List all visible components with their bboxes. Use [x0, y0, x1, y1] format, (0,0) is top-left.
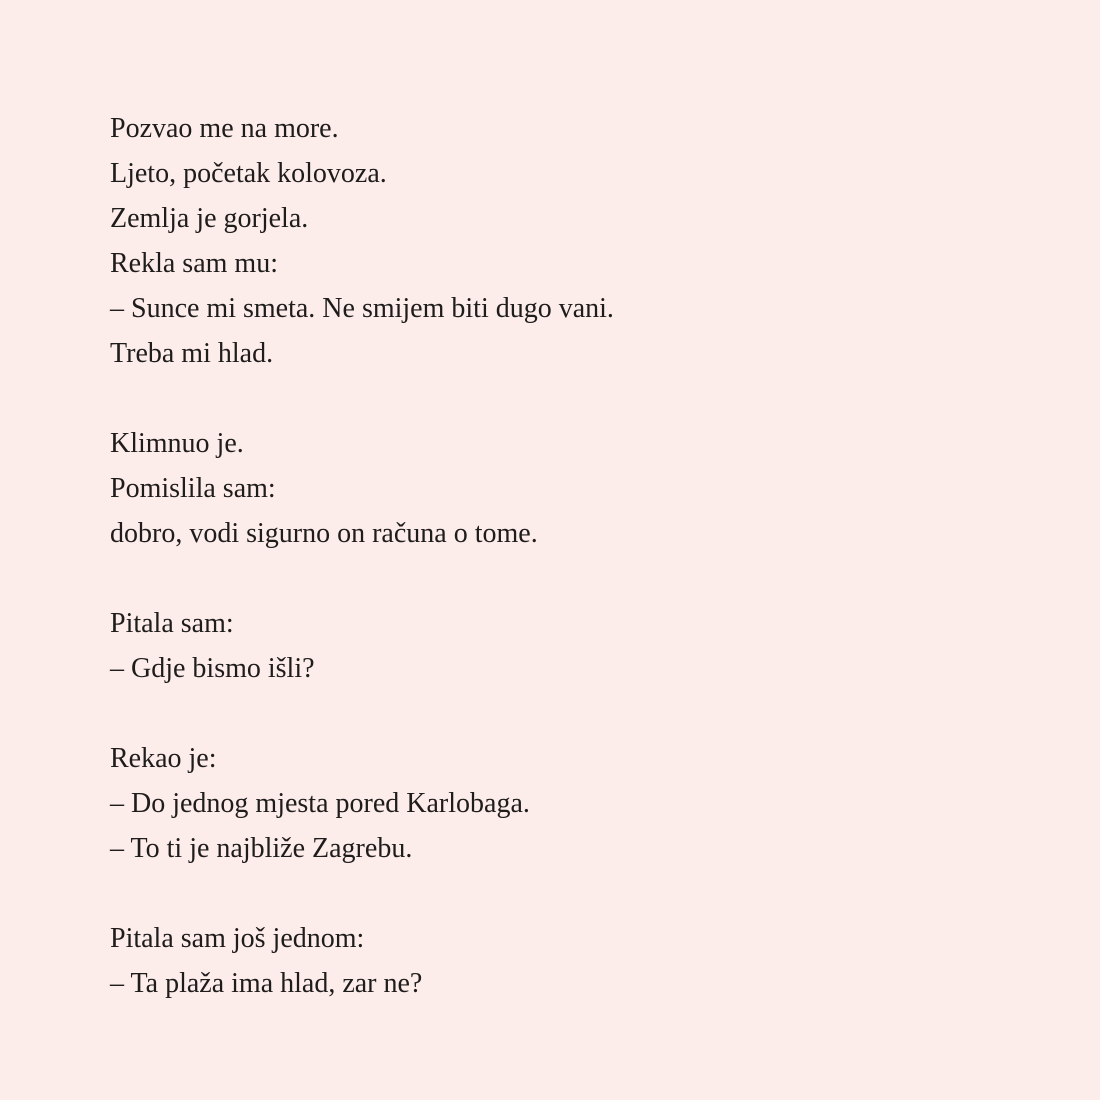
text-line: Zemlja je gorjela.: [110, 203, 309, 234]
text-line: Ljeto, početak kolovoza.: [110, 158, 387, 189]
text-line: Pitala sam:: [110, 608, 234, 639]
text-line: Rekla sam mu:: [110, 248, 278, 279]
dialogue-line: – Ta plaža ima hlad, zar ne?: [110, 968, 423, 999]
text-line: Klimnuo je.: [110, 428, 244, 459]
text-line: Pozvao me na more.: [110, 113, 339, 144]
text-line: Treba mi hlad.: [110, 338, 274, 369]
text-line: Pomislila sam:: [110, 473, 276, 504]
text-line: dobro, vodi sigurno on računa o tome.: [110, 518, 538, 549]
stanza-5: [110, 916, 1010, 1006]
text-line: Pitala sam još jednom:: [110, 923, 365, 954]
stanza-2: [110, 421, 1010, 556]
dialogue-line: – Sunce mi smeta. Ne smijem biti dugo vani.: [110, 293, 614, 324]
dialogue-line: – To ti je najbliže Zagrebu.: [110, 833, 413, 864]
poem-text: [110, 106, 1010, 1006]
stanza-1: [110, 106, 1010, 376]
stanza-4: [110, 736, 1010, 871]
text-line: Rekao je:: [110, 743, 217, 774]
stanza-3: [110, 601, 1010, 691]
dialogue-line: – Do jednog mjesta pored Karlobaga.: [110, 788, 530, 819]
dialogue-line: – Gdje bismo išli?: [110, 653, 315, 684]
